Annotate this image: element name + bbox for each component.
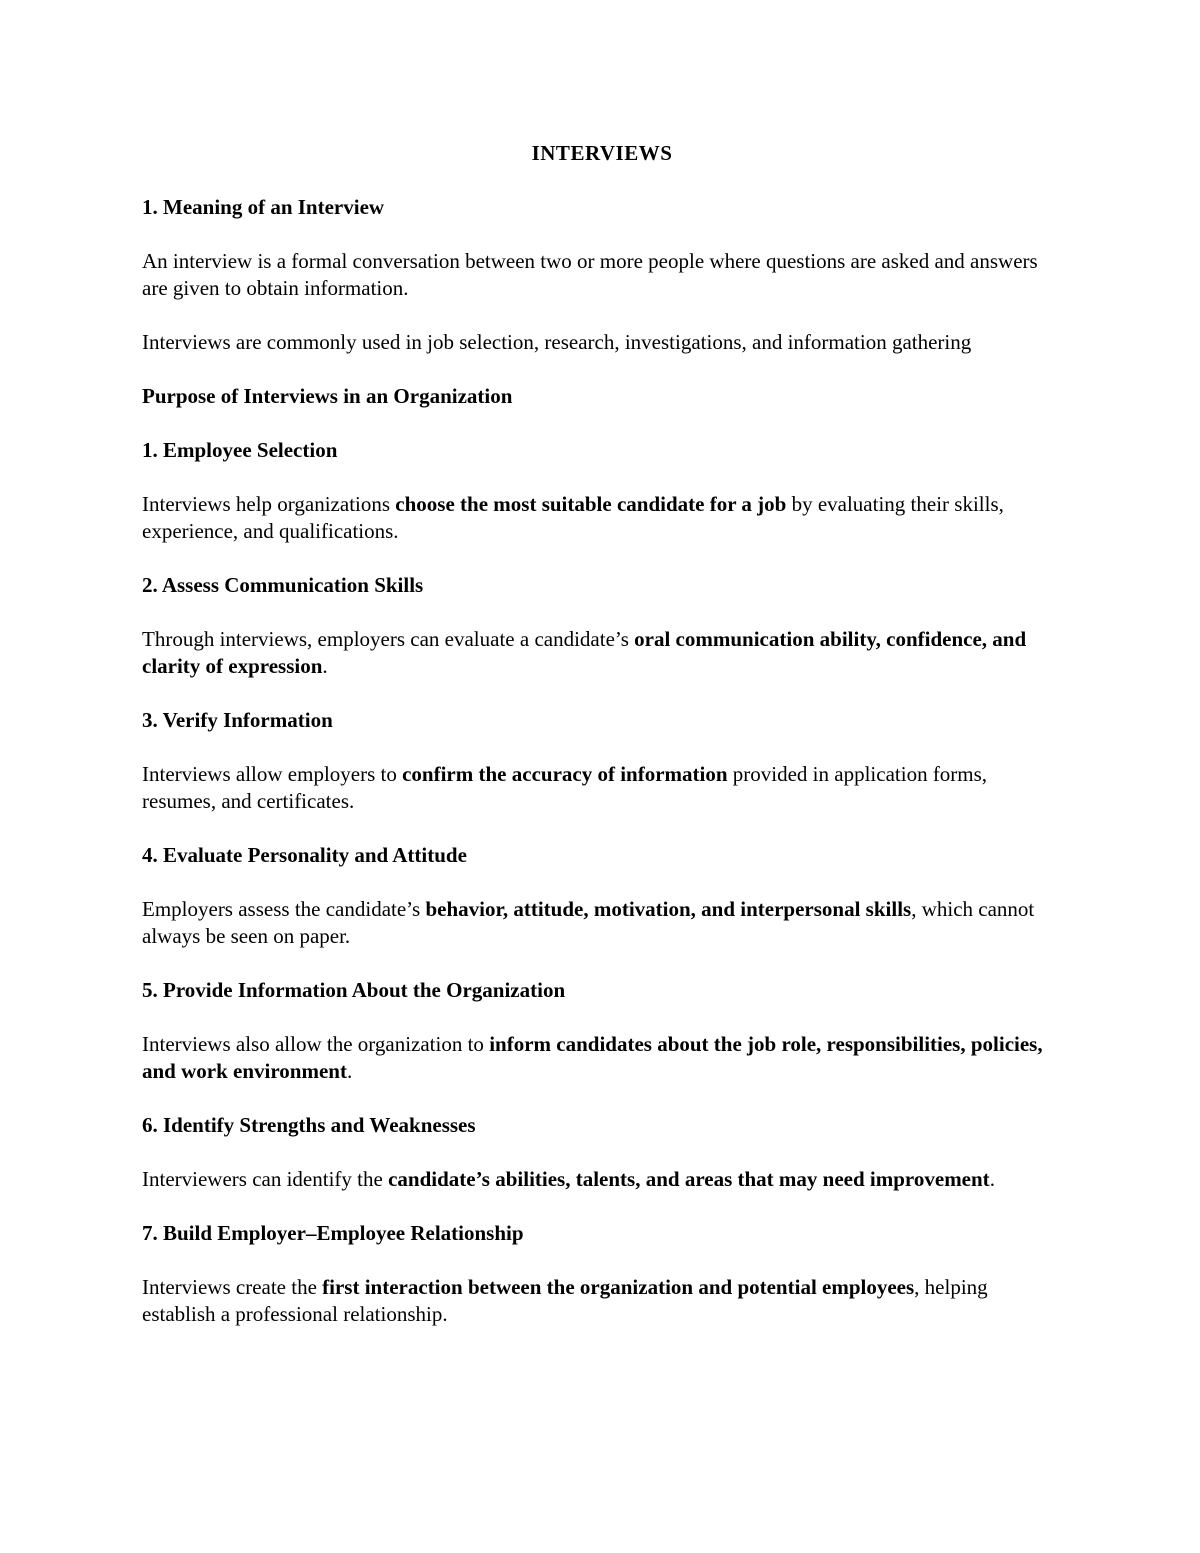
text-regular: . (346, 1059, 353, 1083)
section-paragraph (142, 761, 1062, 815)
section-paragraph (142, 626, 1062, 680)
section-paragraph (142, 491, 1062, 545)
section-heading: 4. Evaluate Personality and Attitude (142, 843, 467, 867)
text-regular: . (989, 1167, 995, 1191)
text-regular: by evaluating their skills, experience, and qualifications. (142, 492, 1004, 543)
section-paragraph (142, 896, 1062, 950)
text-bold: first interaction between the organization and potential employees (322, 1275, 915, 1299)
section-heading: 5. Provide Information About the Organization (142, 978, 566, 1002)
text-regular: Interviews also allow the organization to (142, 1032, 490, 1056)
section-heading: 1. Employee Selection (142, 438, 338, 462)
section-employer-relationship (142, 1220, 1062, 1328)
section-verify-information (142, 707, 1062, 815)
section-communication-skills (142, 572, 1062, 680)
text-regular: Employers assess the candidate’s (142, 897, 426, 921)
text-regular: Interviews help organizations (142, 492, 396, 516)
text-regular: Through interviews, employers can evaluate a candidate’s (142, 627, 635, 651)
section-paragraph (142, 1031, 1062, 1085)
document-title: INTERVIEWS (531, 141, 673, 165)
text-bold: inform candidates about the job role, responsibilities, policies, and work environment (142, 1032, 1043, 1083)
text-regular: provided in application forms, resumes, and certificates. (142, 762, 988, 813)
text-regular: Interviews create the (142, 1275, 323, 1299)
section-heading: 2. Assess Communication Skills (142, 573, 424, 597)
meaning-paragraph-1: An interview is a formal conversation between two or more people where questions are asked and answers are given to obtain information. (142, 249, 1038, 300)
text-regular: Interviewers can identify the (142, 1167, 389, 1191)
section-heading: 7. Build Employer–Employee Relationship (142, 1221, 524, 1245)
purpose-heading: Purpose of Interviews in an Organization (142, 384, 513, 408)
section-heading: 3. Verify Information (142, 708, 333, 732)
document-page (142, 140, 1062, 1355)
section-strengths-weaknesses (142, 1112, 1062, 1193)
section-employee-selection (142, 437, 1062, 545)
section-paragraph (142, 1274, 1062, 1328)
text-regular: Interviews allow employers to (142, 762, 403, 786)
text-bold: confirm the accuracy of information (402, 762, 728, 786)
meaning-paragraph-2: Interviews are commonly used in job selection, research, investigations, and information gathering (142, 330, 972, 354)
section-organization-info (142, 977, 1062, 1085)
section-heading: 6. Identify Strengths and Weaknesses (142, 1113, 476, 1137)
text-bold: oral communication ability, confidence, and clarity of expression (142, 627, 1027, 678)
text-regular: , helping establish a professional relationship. (142, 1275, 988, 1326)
text-regular: . (322, 654, 328, 678)
text-regular: , which cannot always be seen on paper. (142, 897, 1035, 948)
text-bold: choose the most suitable candidate for a job (395, 492, 787, 516)
meaning-heading: 1. Meaning of an Interview (142, 195, 385, 219)
text-bold: behavior, attitude, motivation, and interpersonal skills (425, 897, 912, 921)
section-personality-attitude (142, 842, 1062, 950)
section-paragraph (142, 1166, 1062, 1193)
text-bold: candidate’s abilities, talents, and areas that may need improvement (388, 1167, 990, 1191)
